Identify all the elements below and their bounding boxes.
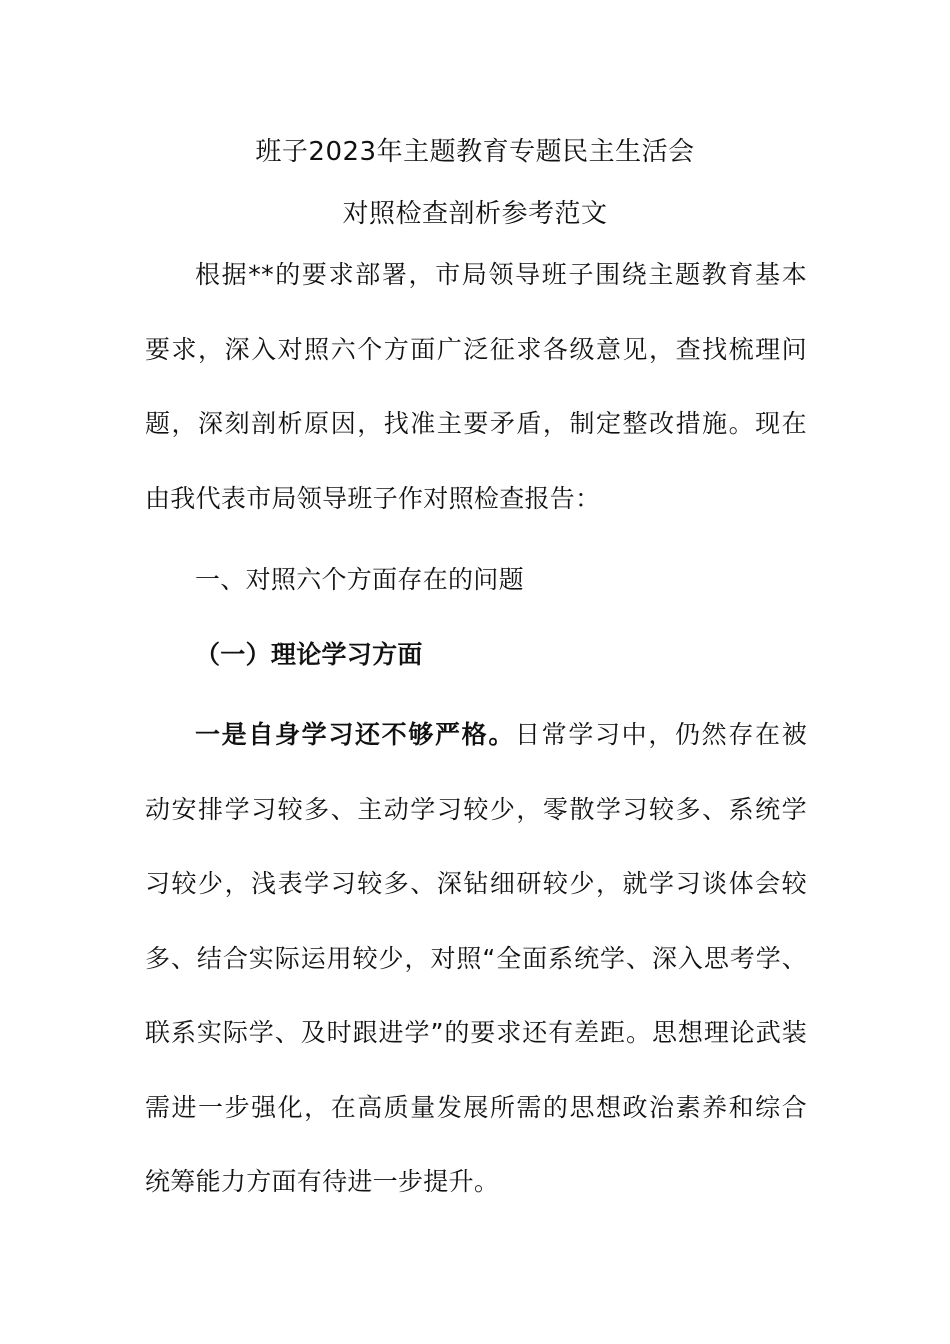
document-title-line2: 对照检查剖析参考范文 [342,199,608,229]
document-title-line1: 班子2023年主题教育专题民主生活会 [255,137,695,167]
point1-line: 统筹能力方面有待进一步提升。 [145,1167,500,1196]
point1-first-line [195,715,807,755]
point1-lead: 一是自身学习还不够严格。 [195,720,516,749]
intro-paragraph-line: 根据**的要求部署，市局领导班子围绕主题教育基本 [195,260,807,289]
point1-line: 需进一步强化，在高质量发展所需的思想政治素养和综合 [145,1093,807,1122]
intro-paragraph-line: 要求，深入对照六个方面广泛征求各级意见，查找梳理问 [145,335,807,364]
section-heading: 一、对照六个方面存在的问题 [195,565,524,594]
subsection-heading: （一）理论学习方面 [195,640,423,669]
intro-paragraph-line: 由我代表市局领导班子作对照检查报告： [145,484,601,513]
point1-first-rest: 日常学习中，仍然存在被 [515,720,807,749]
point1-line: 多、结合实际运用较少，对照“全面系统学、深入思考学、 [145,944,807,973]
point1-line: 习较少，浅表学习较多、深钻细研较少，就学习谈体会较 [145,869,807,898]
point1-line: 联系实际学、及时跟进学”的要求还有差距。思想理论武装 [145,1018,807,1047]
point1-line: 动安排学习较多、主动学习较少，零散学习较多、系统学 [145,795,807,824]
intro-paragraph-line: 题，深刻剖析原因，找准主要矛盾，制定整改措施。现在 [145,409,807,438]
